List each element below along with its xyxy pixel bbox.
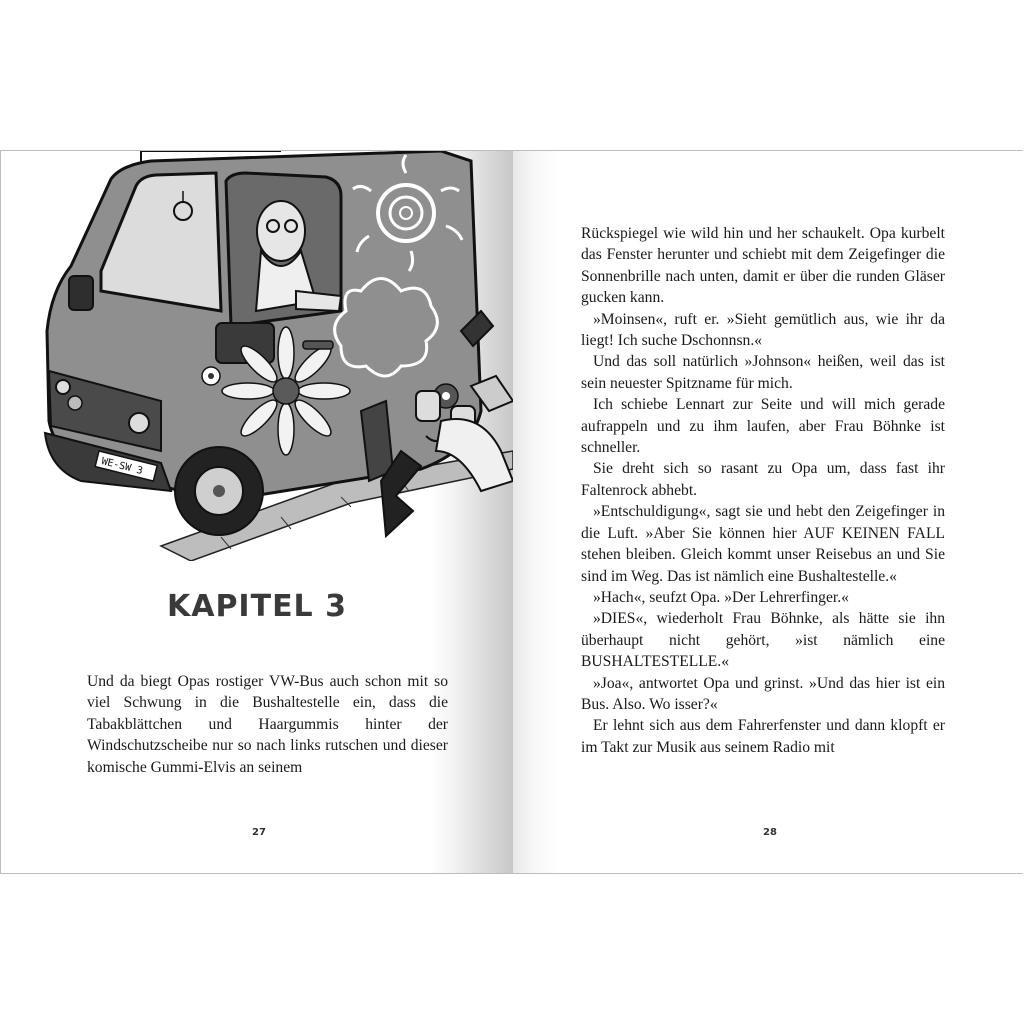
paragraph: »Joa«, antwortet Opa und grinst. »Und das hier ist ein Bus. Also. Wo isser?« — [581, 674, 945, 713]
right-page-text — [581, 223, 945, 758]
paragraph: Rückspiegel wie wild hin und her schaukelt. Opa kurbelt das Fenster herunter und schiebt mit dem Zeigefinger die Sonnenbrille nach unten, damit er über die runden Gläser gucken kann. — [581, 225, 945, 307]
page-number-left: 27 — [252, 827, 266, 838]
paragraph: »DIES«, wiederholt Frau Böhnke, als hätte sie ihn überhaupt nicht gehört, »ist nämlich eine BUSHALTESTELLE.« — [581, 610, 945, 671]
book-spread — [0, 150, 1023, 874]
page-number-right: 28 — [763, 827, 777, 838]
paragraph: Er lehnt sich aus dem Fahrerfenster und dann klopft er im Takt zur Musik aus seinem Radio mit — [581, 717, 945, 756]
paragraph: »Entschuldigung«, sagt sie und hebt den Zeigefinger in die Luft. »Aber Sie können hier AUF KEINEN FALL stehen bleiben. Gleich kommt unser Reisebus an und Sie sind im Weg. Das ist nämlich eine Bushaltestelle.« — [581, 503, 945, 585]
van-illustration-icon — [41, 151, 513, 561]
svg-text:WE-SW 3: WE-SW 3 — [100, 456, 144, 477]
paragraph: »Moinsen«, ruft er. »Sieht gemütlich aus, wie ihr da liegt! Ich suche Dschonnsn.« — [581, 310, 945, 350]
left-page-text — [87, 671, 448, 778]
chapter-title: KAPITEL 3 — [166, 589, 347, 624]
paragraph: Und das soll natürlich »Johnson« heißen, weil das ist sein neuester Spitzname für mich. — [581, 353, 945, 392]
right-page — [513, 151, 1023, 873]
paragraph: Ich schiebe Lennart zur Seite und will mich gerade aufrappeln und zu ihm laufen, aber Frau Böhnke ist schneller. — [581, 396, 945, 457]
paragraph: Sie dreht sich so rasant zu Opa um, dass fast ihr Faltenrock abhebt. — [581, 460, 945, 499]
paragraph: Und da biegt Opas rostiger VW-Bus auch schon mit so viel Schwung in die Bushaltestelle ein, dass die Tabakblättchen und Haargummis hinter der Windschutzscheibe nur so nach links rutschen und dieser komische Gummi-Elvis an seinem — [87, 673, 448, 776]
paragraph: »Hach«, seufzt Opa. »Der Lehrerfinger.« — [593, 588, 849, 606]
left-page — [1, 151, 513, 873]
